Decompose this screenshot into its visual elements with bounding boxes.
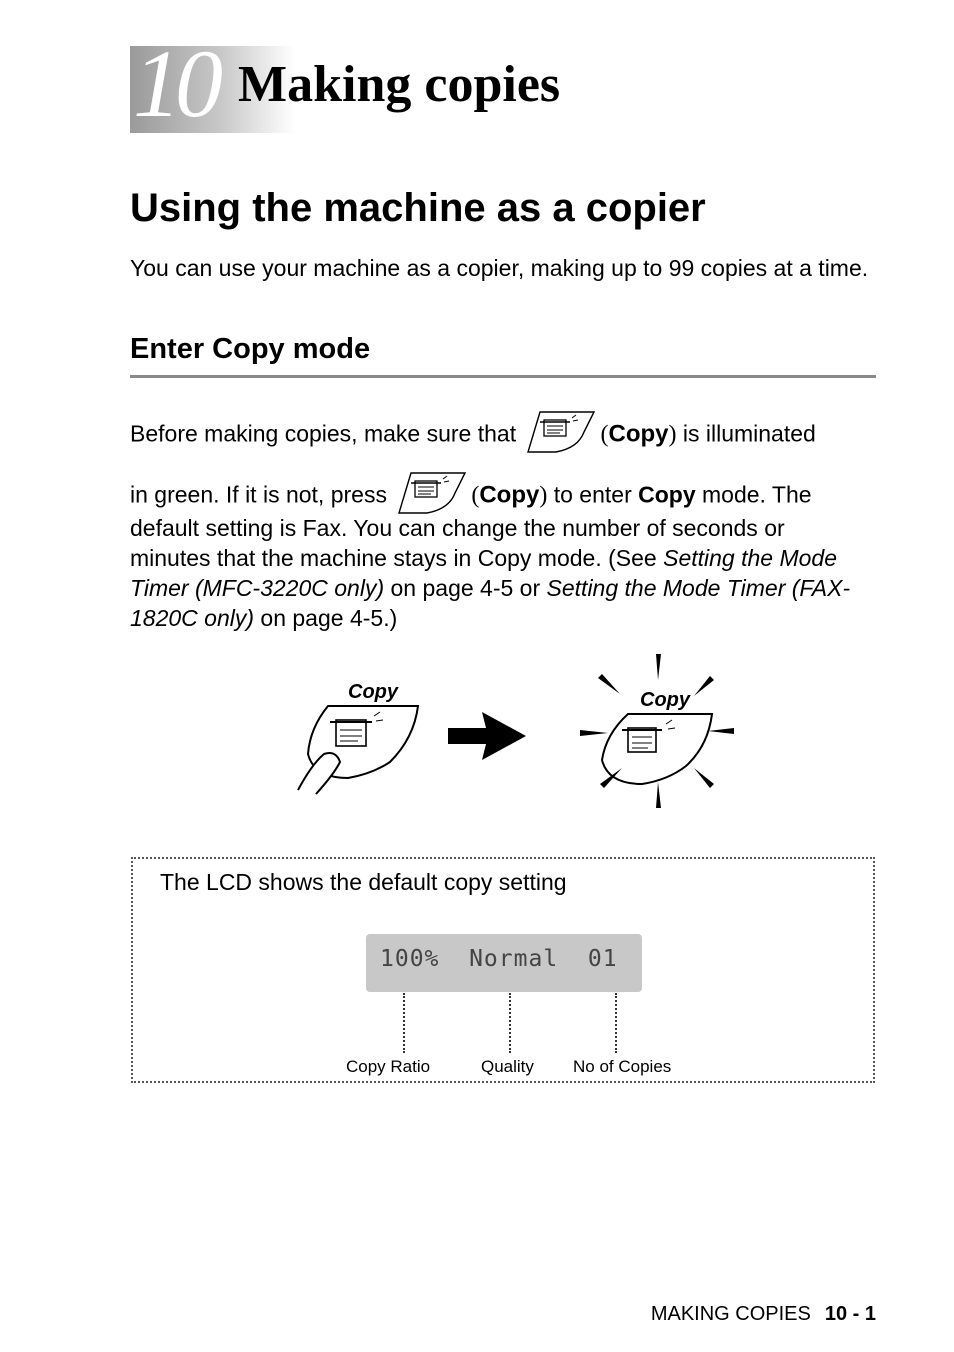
copy-key-label: Copy	[479, 481, 540, 509]
footer-section: MAKING COPIES	[650, 1303, 811, 1325]
paren-open: (	[471, 482, 480, 509]
line1-after: is illuminated	[676, 420, 816, 447]
arrow-right-icon	[448, 712, 526, 760]
illuminated-copy-key-graphic	[580, 654, 734, 808]
copy-key-icon	[526, 410, 596, 461]
line1-text: Before making copies, make sure that	[130, 420, 517, 447]
leader-quality	[509, 993, 511, 1053]
mode-timer-ref-mfc: Setting the Mode Timer (MFC-3220C only)	[130, 545, 838, 601]
label-no-of-copies: No of Copies	[573, 1057, 672, 1076]
paragraph-line-1	[130, 410, 890, 461]
copy-key-label: Copy	[608, 420, 669, 448]
page-footer	[651, 1302, 876, 1326]
copy-key-text-left: Copy	[348, 681, 398, 703]
paren-open: (	[600, 421, 609, 448]
mode-timer-ref-fax: Setting the Mode Timer (FAX-1820C only)	[130, 575, 851, 631]
copy-key-illustration	[290, 650, 750, 825]
press-copy-key-graphic	[298, 681, 418, 794]
copy-mode-label: Copy	[638, 481, 696, 508]
leader-copy-ratio	[403, 993, 405, 1053]
subsection-title: Enter Copy mode	[130, 333, 371, 365]
chapter-title: Making copies	[238, 56, 561, 113]
paren-close: )	[668, 421, 677, 448]
subsection-rule	[130, 375, 876, 378]
chapter-number: 10	[133, 30, 217, 137]
body-text-1: default setting is Fax. You can change the number of seconds or minutes that the machine stays in Copy mode. (See	[130, 515, 785, 571]
section-intro: You can use your machine as a copier, making up to 99 copies at a time.	[130, 255, 869, 281]
leader-no-of-copies	[615, 993, 617, 1053]
line2-middle: to enter	[547, 481, 639, 508]
lcd-caption: The LCD shows the default copy setting	[160, 869, 567, 895]
paragraph-body	[130, 513, 870, 633]
line2-after: mode. The	[695, 481, 812, 508]
copy-key-text-right: Copy	[640, 689, 690, 711]
label-quality: Quality	[481, 1057, 534, 1076]
body-text-2: on page 4-5 or	[384, 575, 547, 601]
label-copy-ratio: Copy Ratio	[346, 1057, 431, 1076]
lcd-display-text: 100% Normal 01	[380, 946, 618, 972]
footer-page-number: 10 - 1	[824, 1303, 876, 1325]
section-title: Using the machine as a copier	[130, 186, 706, 230]
lcd-display	[366, 934, 642, 992]
paren-close: )	[539, 482, 548, 509]
body-text-3: on page 4-5.)	[254, 605, 398, 631]
line2-text: in green. If it is not, press	[130, 481, 387, 508]
lcd-info-box	[131, 857, 875, 1083]
